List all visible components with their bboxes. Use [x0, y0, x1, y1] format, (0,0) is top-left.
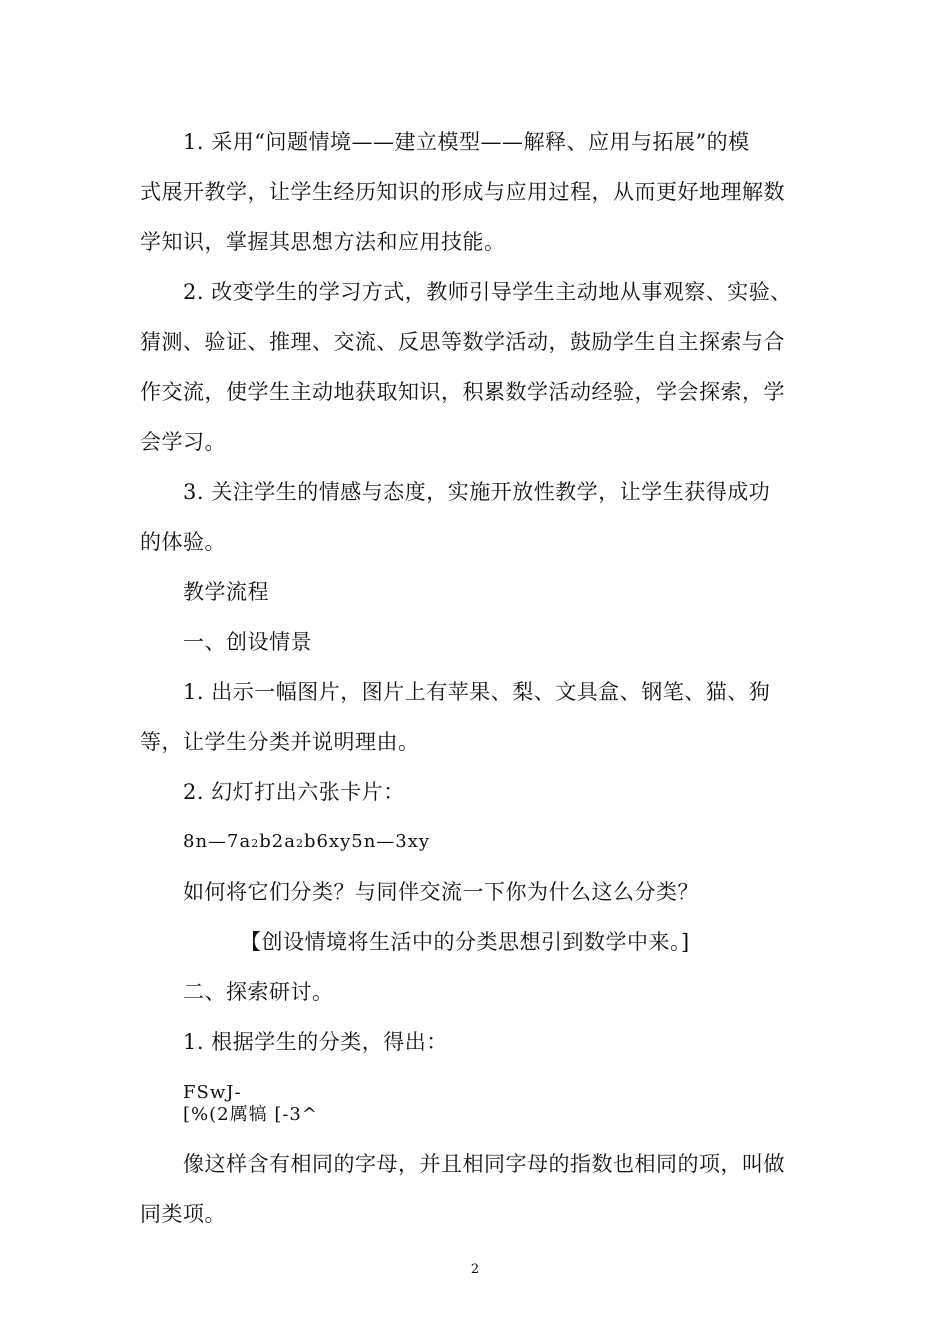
- formula-subscript-1: 2: [251, 837, 260, 850]
- paragraph-2-line-1: 2. 改变学生的学习方式，教师引导学生主动地从事观察、实验、: [183, 280, 792, 304]
- formula-part-2: b2a: [259, 831, 296, 852]
- formula-line: [183, 828, 430, 858]
- paragraph-2-line-4: 会学习。: [140, 430, 226, 454]
- heading-teaching-flow: 教学流程: [183, 580, 269, 604]
- paragraph-3-line-1: 3. 关注学生的情感与态度，实施开放性教学，让学生获得成功: [183, 480, 771, 504]
- paragraph-4-line-2: 等，让学生分类并说明理由。: [140, 730, 420, 754]
- formula-subscript-2: 2: [295, 837, 304, 850]
- paragraph-1-line-2: 式展开教学，让学生经历知识的形成与应用过程，从而更好地理解数: [140, 180, 785, 204]
- paragraph-7: 1. 根据学生的分类，得出：: [183, 1030, 448, 1054]
- paragraph-8-line-2: 同类项。: [140, 1202, 226, 1226]
- heading-section-2: 二、探索研讨。: [183, 980, 334, 1004]
- paragraph-5: 2. 幻灯打出六张卡片：: [183, 780, 405, 804]
- paragraph-4-line-1: 1. 出示一幅图片，图片上有苹果、梨、文具盒、钢笔、猫、狗: [183, 680, 771, 704]
- paragraph-6: 如何将它们分类？与同伴交流一下你为什么这么分类？: [183, 880, 699, 904]
- page-number: 2: [470, 1262, 480, 1277]
- paragraph-3-line-2: 的体验。: [140, 530, 226, 554]
- garbled-text-1: FSwJ-: [183, 1082, 242, 1103]
- teaching-note: 【创设情境将生活中的分类思想引到数学中来。]: [240, 930, 690, 954]
- paragraph-8-line-1: 像这样含有相同的字母，并且相同字母的指数也相同的项，叫做: [183, 1152, 785, 1176]
- paragraph-1-line-3: 学知识，掌握其思想方法和应用技能。: [140, 230, 506, 254]
- formula-part-1: 8n—7a: [183, 831, 252, 852]
- paragraph-1-line-1: 1. 采用“问题情境——建立模型——解释、应用与拓展”的模: [183, 130, 750, 154]
- paragraph-2-line-3: 作交流，使学生主动地获取知识，积累数学活动经验，学会探索，学: [140, 380, 785, 404]
- paragraph-2-line-2: 猜测、验证、推理、交流、反思等数学活动，鼓励学生自主探索与合: [140, 330, 785, 354]
- garbled-text-2: [%(2厲犒 [-3^: [183, 1104, 318, 1125]
- formula-part-3: b6xy5n—3xy: [303, 831, 431, 852]
- heading-section-1: 一、创设情景: [183, 630, 312, 654]
